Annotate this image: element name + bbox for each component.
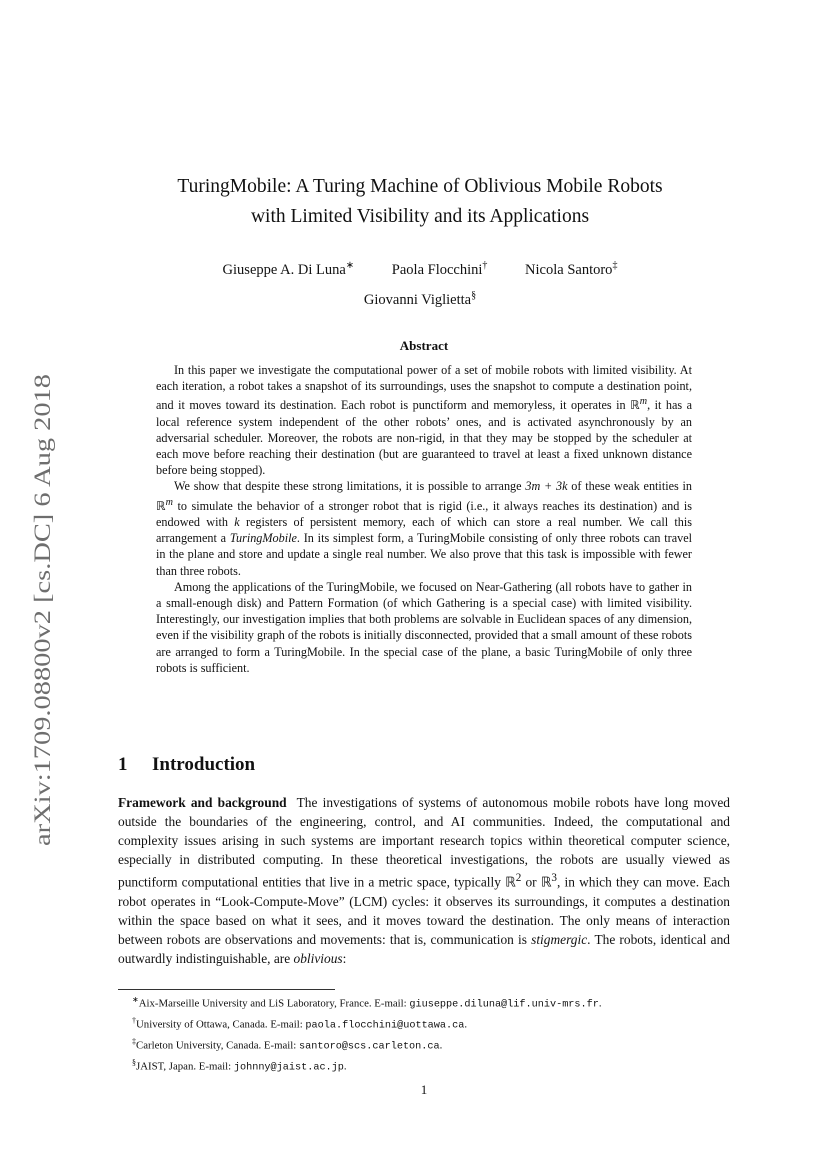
footnotes xyxy=(118,992,738,1076)
section-heading xyxy=(118,754,255,776)
abstract-body xyxy=(156,362,692,676)
email-link[interactable]: giuseppe.diluna@lif.univ-mrs.fr xyxy=(409,999,599,1011)
author: Nicola Santoro‡ xyxy=(525,260,618,278)
abstract-paragraph: In this paper we investigate the computational power of a set of mobile robots with limited visibility. At each iteration, a robot takes a snapshot of its surroundings, uses the snapshot to compute a destination point, and it moves toward its destination. Each robot is punctiform and memoryless, it operates in ℝ$^m$, it has a local reference system independent of the other robots’ ones, and is activated asynchronously by an adversarial scheduler. Moreover, the robots are non-rigid, in that they may be stopped by the scheduler at each move before reaching their destination (but are guaranteed to travel at least a fixed unknown distance before being stopped). xyxy=(156,363,692,478)
abstract-paragraph: We show that despite these strong limitations, it is possible to arrange 3m + 3k of these weak entities in ℝ$^m$ to simulate the behavior of a stronger robot that is rigid (i.e., it always reaches its destination) and is endowed with k registers of persistent memory, each of which can store a real number. We call this arrangement a TuringMobile. In its simplest form, a TuringMobile consisting of only three robots can travel in the plane and store and update a single real number. We also prove that this task is impossible with fewer than three robots. xyxy=(156,479,693,578)
footnote: ∗Aix-Marseille University and LiS Laboratory, France. E-mail: giuseppe.diluna@lif.univ-mrs.fr. xyxy=(132,995,602,1011)
paragraph-runin-heading: Framework and background xyxy=(118,795,287,810)
email-link[interactable]: paola.flocchini@uottawa.ca xyxy=(305,1020,465,1032)
email-link[interactable]: johnny@jaist.ac.jp xyxy=(233,1062,344,1074)
abstract-heading: Abstract xyxy=(399,338,449,353)
title-line-1: TuringMobile: A Turing Machine of Oblivious Mobile Robots xyxy=(177,176,663,197)
footnote: ‡Carleton University, Canada. E-mail: santoro@scs.carleton.ca. xyxy=(132,1036,443,1053)
title-line-2: with Limited Visibility and its Applications xyxy=(250,206,590,227)
author: Giuseppe A. Di Luna∗ xyxy=(222,260,355,278)
author: Giovanni Viglietta§ xyxy=(363,289,477,308)
footnote: †University of Ottawa, Canada. E-mail: paola.flocchini@uottawa.ca. xyxy=(132,1015,468,1032)
arxiv-identifier-stamp xyxy=(20,370,60,850)
footnote: §JAIST, Japan. E-mail: johnny@jaist.ac.jp. xyxy=(132,1057,347,1074)
abstract-paragraph: Among the applications of the TuringMobile, we focused on Near-Gathering (all robots have to gather in a small-enough disk) and Pattern Formation (of which Gathering is a special case) with limited visibility. Interestingly, our investigation implies that both problems are solvable in Euclidean spaces of any dimension, even if the visibility graph of the robots is initially disconnected, provided that a small amount of these robots are arranged to form a TuringMobile. In the special case of the plane, a basic TuringMobile of only three robots is sufficient. xyxy=(156,579,692,675)
author: Paola Flocchini† xyxy=(391,260,488,278)
introduction-paragraph: Framework and background The investigations of systems of autonomous mobile robots have long moved outside the boundaries of the engineering, control, and AI communities. Indeed, the computational and complexity issues arising in such systems are important research topics within theoretical computer science, especially in distributed computing. In these theoretical investigations, the robots are usually viewed as punctiform computational entities that live in a metric space, typically ℝ$^2$ or ℝ$^3$, in which they can move. Each robot operates in “Look-Compute-Move” (LCM) cycles: it observes its surroundings, it computes a destination within the space based on what it sees, and it moves toward the destination. The only means of interaction between robots are observations and movements: that is, communication is stigmergic. The robots, identical and outwardly indistinguishable, are oblivious: xyxy=(118,795,731,967)
paper-title xyxy=(110,172,730,232)
arxiv-identifier-text: arXiv:1709.08800v2 [cs.DC] 6 Aug 2018 xyxy=(30,463,55,846)
section-title: Introduction xyxy=(152,754,256,775)
page-number: 1 xyxy=(420,1082,428,1097)
email-link[interactable]: santoro@scs.carleton.ca xyxy=(299,1041,440,1053)
footnote-divider xyxy=(118,989,335,990)
author-list xyxy=(150,253,690,313)
section-number: 1 xyxy=(118,754,128,775)
